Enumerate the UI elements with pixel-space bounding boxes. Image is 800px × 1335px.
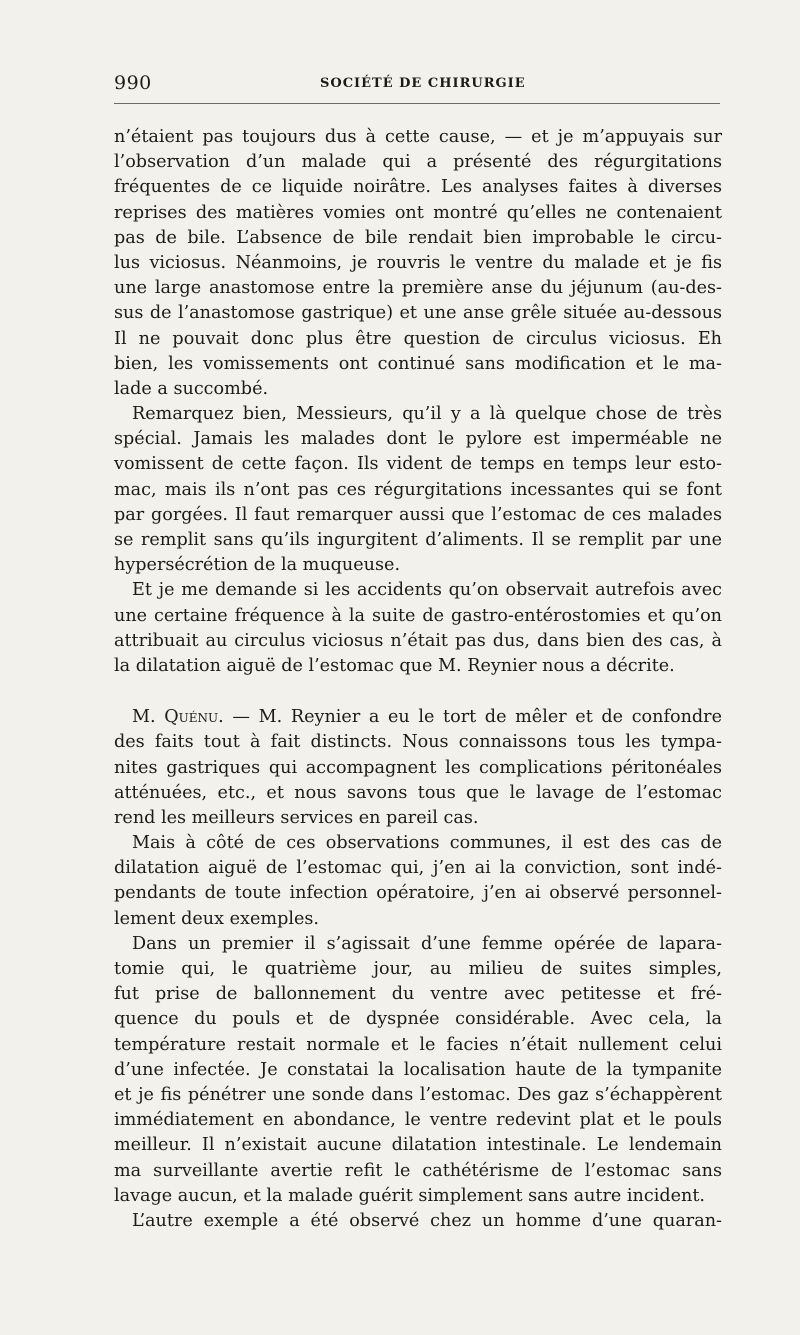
text-line: pas de bile. L’absence de bile rendait bien improbable le circu- xyxy=(114,227,722,248)
text-line: Dans un premier il s’agissait d’une femme opérée de lapara- xyxy=(132,933,722,954)
text-line: Mais à côté de ces observations communes, il est des cas de xyxy=(132,833,722,854)
text-line: par gorgées. Il faut remarquer aussi que l’estomac de ces malades xyxy=(114,504,722,525)
text-line: Il ne pouvait donc plus être question de circulus viciosus. Eh xyxy=(114,328,722,349)
text-line: une large anastomose entre la première anse du jéjunum (au-des- xyxy=(114,278,722,299)
text-line: hypersécrétion de la muqueuse. xyxy=(114,555,401,576)
text-line: température restait normale et le facies n’était nullement celui xyxy=(114,1034,722,1055)
text-line: d’une infectée. Je constatai la localisation haute de la tympanite xyxy=(114,1059,722,1080)
text-line: dilatation aiguë de l’estomac qui, j’en ai la conviction, sont indé- xyxy=(114,858,722,879)
text-line: la dilatation aiguë de l’estomac que M. Reynier nous a décrite. xyxy=(114,655,675,676)
text-line: n’étaient pas toujours dus à cette cause, — et je m’appuyais sur xyxy=(114,127,722,147)
paragraph xyxy=(114,125,722,402)
text-line: lement deux exemples. xyxy=(114,908,319,929)
text-line: L’autre exemple a été observé chez un homme d’une quaran- xyxy=(132,1210,722,1231)
paragraph xyxy=(114,402,722,578)
text-line: l’observation d’un malade qui a présenté des régurgitations xyxy=(114,152,722,173)
text-line: immédiatement en abondance, le ventre redevint plat et le pouls xyxy=(114,1110,722,1131)
text-line: attribuait au circulus viciosus n’était pas dus, dans bien des cas, à xyxy=(114,630,722,651)
text-line: des faits tout à fait distincts. Nous connaissons tous les tympa- xyxy=(114,732,722,753)
paragraph xyxy=(114,705,722,831)
text-line: et je fis pénétrer une sonde dans l’estomac. Des gaz s’échappèrent xyxy=(114,1084,722,1105)
text-line: se remplit sans qu’ils ingurgitent d’aliments. Il se remplit par une xyxy=(114,530,722,550)
page-number: 990 xyxy=(114,72,152,94)
text-line: atténuées, etc., et nous savons tous que le lavage de l’estomac xyxy=(114,782,722,803)
text-line: ma surveillante avertie refit le cathétérisme de l’estomac sans xyxy=(114,1160,722,1181)
text-line: vomissent de cette façon. Ils vident de temps en temps leur esto- xyxy=(114,454,722,475)
text-line: quence du pouls et de dyspnée considérable. Avec cela, la xyxy=(114,1009,722,1030)
text-line: bien, les vomissements ont continué sans modification et le ma- xyxy=(114,353,722,374)
speaker-text: — M. Reynier a eu le tort de mêler et de confondre xyxy=(223,707,723,728)
text-line: nites gastriques qui accompagnent les complications péritonéales xyxy=(114,757,722,778)
text-line: sus de l’anastomose gastrique) et une anse grêle située au-dessous xyxy=(114,303,722,324)
text-line: Remarquez bien, Messieurs, qu’il y a là quelque chose de très xyxy=(132,404,722,425)
speaker-name: M. Quénu. xyxy=(132,707,224,728)
text-line: reprises des matières vomies ont montré qu’elles ne contenaient xyxy=(114,202,722,223)
text-line: lus viciosus. Néanmoins, je rouvris le ventre du malade et je fis xyxy=(114,252,722,273)
paragraph xyxy=(114,932,722,1209)
text-line: fréquentes de ce liquide noirâtre. Les analyses faites à diverses xyxy=(114,177,722,198)
text-line: meilleur. Il n’existait aucune dilatation intestinale. Le lendemain xyxy=(114,1135,722,1156)
text-line: Et je me demande si les accidents qu’on observait autrefois avec xyxy=(132,580,722,601)
text-line: tomie qui, le quatrième jour, au milieu de suites simples, xyxy=(114,959,722,979)
header-rule xyxy=(114,103,720,104)
page-header xyxy=(114,70,722,100)
text-line: lade a succombé. xyxy=(114,378,269,399)
section-gap xyxy=(114,679,722,705)
text-line: une certaine fréquence à la suite de gastro-entérostomies et qu’on xyxy=(114,605,722,626)
running-head: SOCIÉTÉ DE CHIRURGIE xyxy=(320,76,526,91)
text-line: lavage aucun, et la malade guérit simplement sans autre incident. xyxy=(114,1185,705,1206)
text-line: pendants de toute infection opératoire, j’en ai observé personnel- xyxy=(114,883,722,904)
text-line: rend les meilleurs services en pareil cas. xyxy=(114,807,479,828)
paragraph xyxy=(114,831,722,932)
text-line: fut prise de ballonnement du ventre avec petitesse et fré- xyxy=(114,984,722,1005)
text-line: mac, mais ils n’ont pas ces régurgitations incessantes qui se font xyxy=(114,479,722,500)
body-text xyxy=(114,125,722,1234)
text-line xyxy=(114,705,722,730)
paragraph xyxy=(114,1209,722,1234)
text-line: spécial. Jamais les malades dont le pylore est imperméable ne xyxy=(114,429,722,450)
paragraph xyxy=(114,578,722,679)
